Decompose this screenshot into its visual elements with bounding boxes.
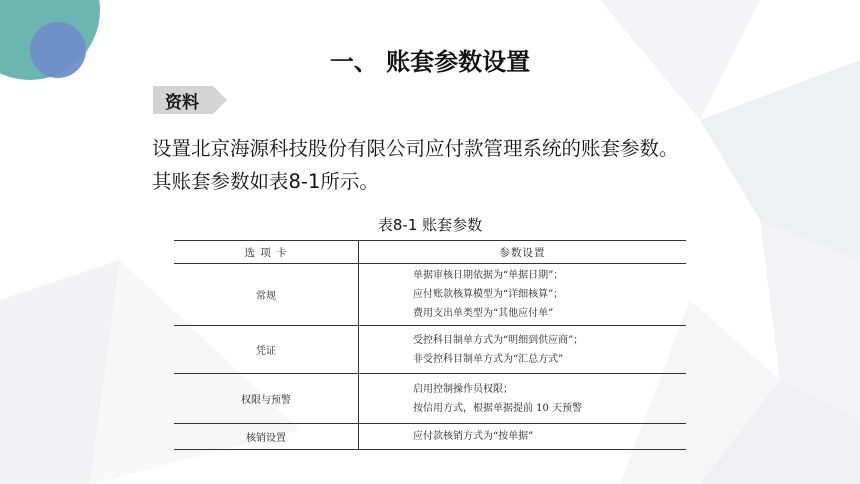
settings-cell	[359, 326, 687, 374]
setting-line: 启用控制操作员权限；	[413, 383, 513, 395]
tab-cell: 凭证	[174, 326, 359, 374]
table-row	[174, 374, 686, 424]
table-row	[174, 264, 686, 326]
settings-cell	[359, 264, 687, 326]
table-row	[174, 326, 686, 374]
parameter-table	[174, 240, 686, 450]
table-caption: 表8-1 账套参数	[377, 216, 483, 234]
settings-cell	[359, 424, 687, 450]
table-row	[174, 424, 686, 450]
setting-line: 受控科目制单方式为“明细到供应商”；	[413, 334, 584, 346]
settings-cell	[359, 374, 687, 424]
tab-cell: 常规	[174, 264, 359, 326]
setting-line: 应付账款核算模型为“详细核算”；	[413, 289, 564, 300]
body-line: 设置北京海源科技股份有限公司应付款管理系统的账套参数。	[152, 137, 679, 160]
section-tag-label: 资料	[165, 93, 199, 113]
tab-cell: 权限与预警	[174, 374, 359, 424]
setting-line: 单据审核日期依据为“单据日期”；	[413, 270, 564, 281]
setting-line: 应付款核销方式为“按单据”	[413, 431, 534, 442]
table-header-row	[174, 241, 686, 264]
section-tag	[153, 86, 227, 114]
body-line: 其账套参数如表8-1所示。	[152, 170, 379, 193]
page-title: 一、 账套参数设置	[329, 48, 531, 76]
setting-line: 非受控科目制单方式为“汇总方式”	[413, 353, 564, 365]
tab-cell: 核销设置	[246, 433, 286, 444]
setting-line: 按信用方式，根据单据提前 10 天预警	[413, 402, 583, 414]
body-text	[152, 132, 792, 198]
column-header-tab: 选 项 卡	[174, 241, 359, 264]
column-header-settings: 参数设置	[359, 241, 687, 264]
setting-line: 费用支出单类型为“其他应付单”	[413, 308, 554, 319]
